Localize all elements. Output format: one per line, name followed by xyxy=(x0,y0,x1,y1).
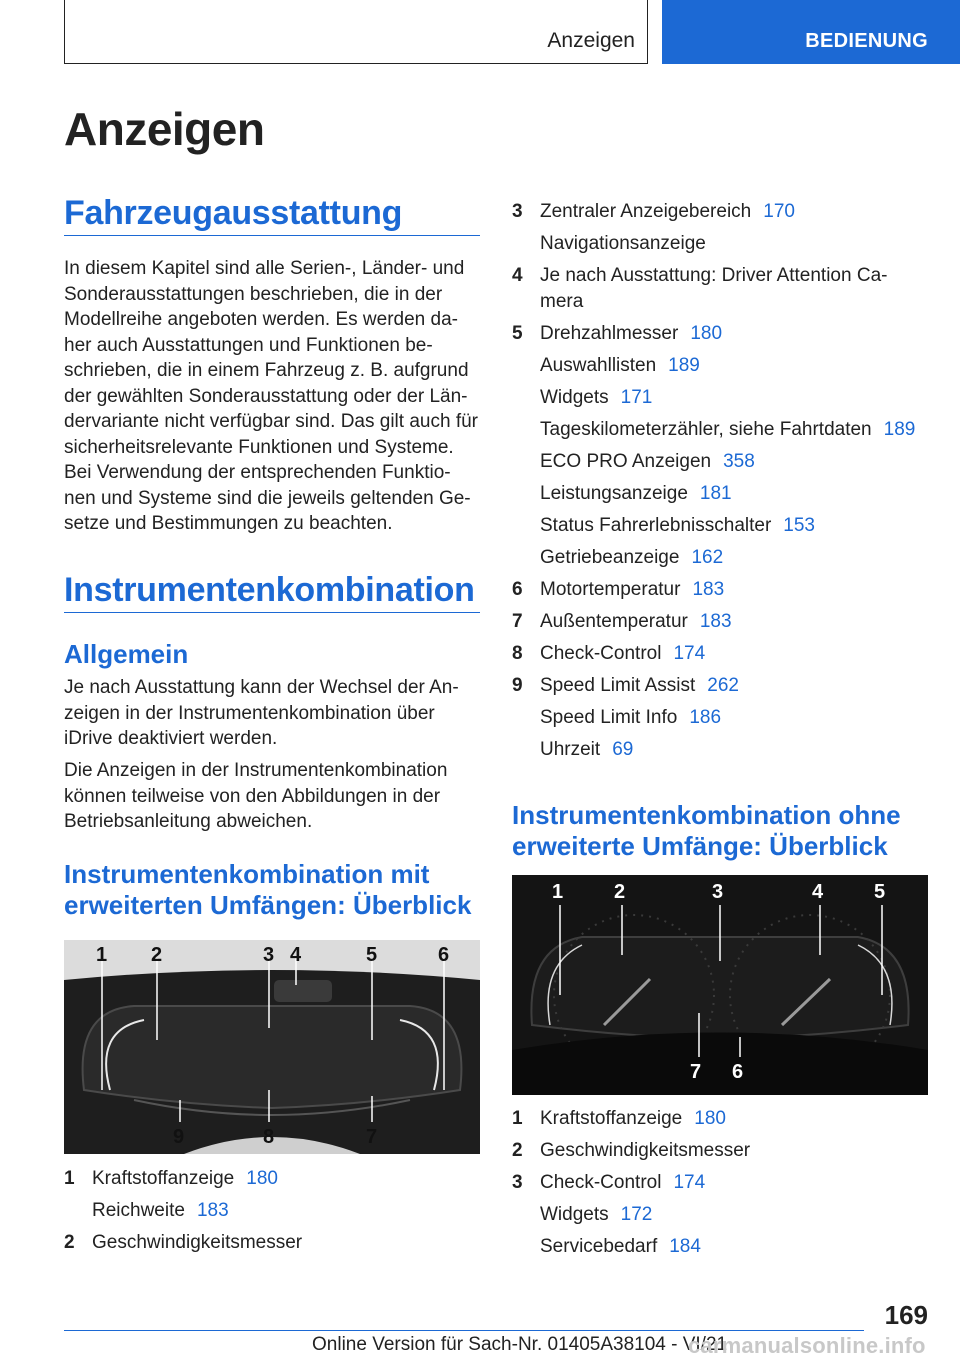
callout-3: 3 xyxy=(712,881,724,903)
heading-line: Instrumentenkombination mit xyxy=(64,859,430,889)
paragraph-line: zeigen in der Instrumentenkombination über xyxy=(64,702,435,724)
page-number: 169 xyxy=(884,1300,928,1330)
callout-9: 9 xyxy=(173,1126,185,1148)
page-ref-link[interactable]: 172 xyxy=(620,1204,653,1225)
item-number: 2 xyxy=(512,1140,523,1161)
footer-rule xyxy=(64,1330,864,1331)
item-label: Auswahllisten xyxy=(540,355,657,376)
item-label: Navigationsanzeige xyxy=(540,233,706,254)
item-number: 4 xyxy=(512,265,523,286)
paragraph-line: iDrive deaktiviert werden. xyxy=(64,728,278,749)
page-ref-link[interactable]: 262 xyxy=(707,675,739,696)
paragraph-line: der gewählten Sonderausstattung oder der Län- xyxy=(64,385,468,407)
paragraph-line: In diesem Kapitel sind alle Serien-, Länder- und xyxy=(64,258,465,279)
callout-4: 4 xyxy=(290,944,302,966)
item-label: Reichweite xyxy=(92,1200,185,1221)
figure-basic-cluster xyxy=(512,875,928,1095)
callout-2: 2 xyxy=(151,944,163,966)
item-label: Uhrzeit xyxy=(540,739,601,760)
paragraph-line: setze und Bestimmungen zu beachten. xyxy=(64,513,393,534)
callout-5: 5 xyxy=(366,944,378,966)
item-label: Speed Limit Info xyxy=(540,707,678,728)
item-label: ECO PRO Anzeigen xyxy=(540,451,712,472)
page-ref-link[interactable]: 186 xyxy=(689,707,722,728)
callout-6: 6 xyxy=(438,944,450,966)
paragraph-line: Je nach Ausstattung kann der Wechsel der An- xyxy=(64,677,459,698)
callout-8: 8 xyxy=(263,1126,275,1148)
page-ref-link[interactable]: 180 xyxy=(246,1168,278,1189)
footer-online-version: Online Version für Sach-Nr. 01405A38104 - VI/21 xyxy=(312,1334,728,1355)
section-heading-instrument-cluster: Instrumentenkombination xyxy=(64,571,475,609)
paragraph-line: Die Anzeigen in der Instrumentenkombination xyxy=(64,760,448,781)
section-rule xyxy=(64,612,480,613)
subheading-basic-overview xyxy=(512,800,901,862)
page-ref-link[interactable]: 174 xyxy=(673,1172,706,1193)
item-label: Je nach Ausstattung: Driver Attention Ca- xyxy=(540,265,888,286)
figure-extended-cluster xyxy=(64,940,480,1154)
page-ref-link[interactable]: 170 xyxy=(763,201,795,222)
header-section-title: Anzeigen xyxy=(547,29,635,52)
item-number: 3 xyxy=(512,201,523,222)
paragraph-line: sicherheitsrelevante Funktionen und Systeme. xyxy=(64,436,454,458)
section-heading-vehicle-equipment: Fahrzeugausstattung xyxy=(64,194,403,232)
subheading-extended-overview xyxy=(64,859,471,921)
item-label: Drehzahlmesser xyxy=(540,323,679,344)
item-label: Kraftstoffanzeige xyxy=(92,1168,235,1189)
item-label: Leistungsanzeige xyxy=(540,483,688,504)
item-number: 5 xyxy=(512,323,523,344)
page-ref-link[interactable]: 69 xyxy=(612,739,634,760)
callout-6: 6 xyxy=(732,1061,744,1083)
item-label: Zentraler Anzeigebereich xyxy=(540,201,752,222)
callout-7: 7 xyxy=(366,1126,378,1148)
heading-line: erweiterten Umfängen: Überblick xyxy=(64,890,472,920)
item-label: Widgets xyxy=(540,387,609,408)
page-ref-link[interactable]: 189 xyxy=(668,355,700,376)
item-number: 3 xyxy=(512,1172,523,1193)
callout-3: 3 xyxy=(263,944,275,966)
page-ref-link[interactable]: 153 xyxy=(783,515,815,536)
callout-2: 2 xyxy=(614,881,626,903)
callout-5: 5 xyxy=(874,881,886,903)
page-ref-link[interactable]: 184 xyxy=(669,1236,701,1257)
item-label: Check-Control xyxy=(540,643,662,664)
header-chapter-label: BEDIENUNG xyxy=(805,30,928,52)
extended-cluster-illustration xyxy=(64,940,480,1154)
callout-7: 7 xyxy=(690,1061,702,1083)
paragraph-line: nen und Systeme sind die jeweils geltenden Ge- xyxy=(64,487,471,509)
paragraph-line: Modellreihe angeboten werden. Es werden da- xyxy=(64,309,458,330)
paragraph-line: können teilweise von den Abbildungen in der xyxy=(64,785,441,807)
item-label: mera xyxy=(540,291,584,312)
item-label: Geschwindigkeitsmesser xyxy=(92,1232,303,1253)
item-number: 1 xyxy=(64,1168,75,1189)
page-ref-link[interactable]: 180 xyxy=(694,1108,726,1129)
header-chapter-tab[interactable] xyxy=(662,0,960,64)
heading-line: erweiterte Umfänge: Überblick xyxy=(512,831,888,861)
page-ref-link[interactable]: 180 xyxy=(690,323,723,344)
page-ref-link[interactable]: 189 xyxy=(883,419,916,440)
callout-4: 4 xyxy=(812,881,824,903)
item-label: Tageskilometerzähler, siehe Fahrtdaten xyxy=(540,419,872,440)
section-rule xyxy=(64,235,480,236)
paragraph-line: Betriebsanleitung abweichen. xyxy=(64,811,313,832)
page-ref-link[interactable]: 183 xyxy=(196,1200,229,1221)
page-ref-link[interactable]: 358 xyxy=(723,451,755,472)
item-number: 8 xyxy=(512,643,523,664)
paragraph-line: Bei Verwendung der entsprechenden Funktio- xyxy=(64,462,451,483)
paragraph-line: dervariante nicht verfügbar sind. Das gilt auch für xyxy=(64,411,478,432)
callout-1: 1 xyxy=(96,944,108,966)
paragraph-line: schrieben, die in einem Fahrzeug z. B. aufgrund xyxy=(64,360,469,381)
item-label: Check-Control xyxy=(540,1172,662,1193)
vehicle-equipment-paragraph xyxy=(64,256,484,537)
subheading-general: Allgemein xyxy=(64,639,189,669)
item-number: 9 xyxy=(512,675,523,696)
paragraph-line: Sonderausstattungen beschrieben, die in der xyxy=(64,283,443,305)
item-number: 1 xyxy=(512,1108,523,1129)
page-title: Anzeigen xyxy=(64,103,265,155)
item-label: Status Fahrerlebnisschalter xyxy=(540,515,772,536)
item-number: 7 xyxy=(512,611,523,632)
paragraph-line: her auch Ausstattungen und Funktionen be- xyxy=(64,334,433,356)
item-number: 2 xyxy=(64,1232,75,1253)
item-label: Servicebedarf xyxy=(540,1236,658,1257)
item-label: Geschwindigkeitsmesser xyxy=(540,1140,751,1161)
page-ref-link[interactable]: 181 xyxy=(699,483,732,504)
basic-cluster-illustration xyxy=(512,875,928,1095)
item-label: Speed Limit Assist xyxy=(540,675,696,696)
item-number: 6 xyxy=(512,579,523,600)
page-ref-link[interactable]: 183 xyxy=(692,579,725,600)
page-ref-link[interactable]: 162 xyxy=(691,547,724,568)
general-paragraph-1 xyxy=(64,675,484,752)
page-ref-link[interactable]: 183 xyxy=(699,611,732,632)
item-label: Widgets xyxy=(540,1204,609,1225)
heading-line: Instrumentenkombination ohne xyxy=(512,800,901,830)
general-paragraph-2 xyxy=(64,758,484,835)
watermark: carmanualsonline.info xyxy=(688,1333,926,1358)
header-section-box xyxy=(64,0,648,64)
item-label: Kraftstoffanzeige xyxy=(540,1108,683,1129)
item-label: Motortemperatur xyxy=(540,579,681,600)
page-ref-link[interactable]: 171 xyxy=(620,387,653,408)
item-label: Außentemperatur xyxy=(540,611,688,632)
callout-1: 1 xyxy=(552,881,564,903)
page-ref-link[interactable]: 174 xyxy=(673,643,706,664)
item-label: Getriebeanzeige xyxy=(540,547,680,568)
